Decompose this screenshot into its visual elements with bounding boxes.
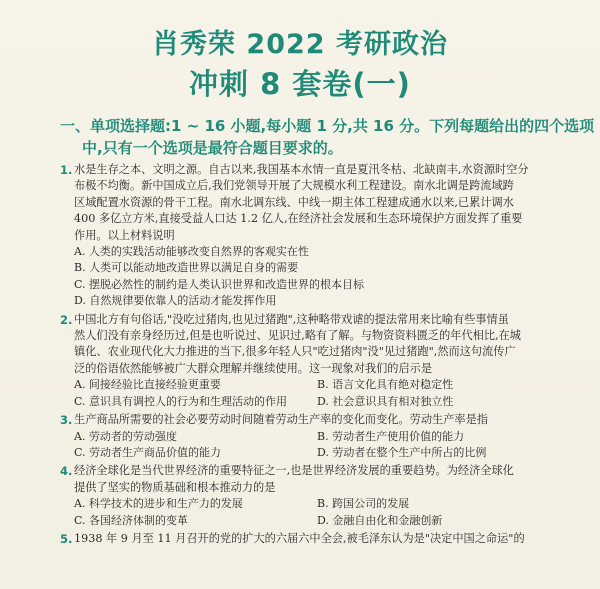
question-stem bbox=[74, 162, 575, 244]
option-a: A. 劳动者的劳动强度 bbox=[74, 429, 177, 443]
question-number: 5. bbox=[60, 531, 73, 546]
option-d: D. 社会意识具有相对独立性 bbox=[317, 394, 454, 408]
option-d: D. 金融自由化和金融创新 bbox=[317, 513, 443, 527]
stem-line: 1938 年 9 月至 11 月召开的党的扩大的六届六中全会,被毛泽东认为是"决定中国之命运"的 bbox=[74, 531, 525, 545]
question-number: 3. bbox=[60, 413, 73, 428]
paper-subtitle: 冲刺 8 套卷(一) bbox=[189, 67, 411, 101]
question-stem bbox=[74, 312, 575, 378]
stem-line: 中国北方有句俗话,"没吃过猪肉,也见过猪跑",这种略带戏谑的提法常用来比喻有些事情虽 bbox=[74, 312, 509, 326]
option-d: D. 劳动者在整个生产中所占的比例 bbox=[317, 445, 487, 459]
question-2 bbox=[60, 312, 575, 410]
stem-line: 经济全球化是当代世界经济的重要特征之一,也是世界经济发展的重要趋势。为经济全球化 bbox=[74, 464, 514, 478]
option-c: C. 劳动者生产商品价值的能力 bbox=[74, 445, 222, 459]
option-a: A. 科学技术的进步和生产力的发展 bbox=[74, 497, 243, 511]
option-c: C. 意识具有调控人的行为和生理活动的作用 bbox=[74, 394, 288, 408]
option-row bbox=[74, 445, 575, 461]
stem-line: 镇化、农业现代化大力推进的当下,很多年轻人只"吃过猪肉"没"见过猪跑",然而这句流传广 bbox=[74, 345, 516, 359]
stem-line: 作用。以上材料说明 bbox=[74, 228, 175, 242]
section-heading-line-2: 中,只有一个选项是最符合题目要求的。 bbox=[82, 139, 343, 157]
option-c: C. 摆脱必然性的制约是人类认识世界和改造世界的根本目标 bbox=[74, 277, 365, 291]
option-b: B. 跨国公司的发展 bbox=[317, 497, 410, 511]
option-row bbox=[74, 429, 575, 445]
option-row bbox=[74, 496, 575, 512]
section-heading bbox=[60, 115, 595, 159]
option-c: C. 各国经济体制的变革 bbox=[74, 513, 189, 527]
stem-line: 布极不均衡。新中国成立后,我们党领导开展了大规模水利工程建设。南水北调是跨流域跨 bbox=[74, 179, 514, 193]
option-b: B. 劳动者生产使用价值的能力 bbox=[317, 429, 465, 443]
question-3 bbox=[60, 412, 575, 461]
option-row bbox=[74, 377, 575, 393]
question-stem bbox=[74, 412, 575, 428]
stem-line: 水是生存之本、文明之源。自古以来,我国基本水情一直是夏汛冬枯、北缺南丰,水资源时空分 bbox=[74, 163, 529, 176]
option-d: D. 自然规律要依靠人的活动才能发挥作用 bbox=[74, 294, 277, 308]
question-number: 1. bbox=[60, 163, 73, 177]
question-4 bbox=[60, 463, 575, 529]
question-stem bbox=[74, 531, 575, 547]
option-a: A. 间接经验比直接经验更重要 bbox=[74, 378, 221, 392]
stem-line: 400 多亿立方米,直接受益人口达 1.2 亿人,在经济社会发展和生态环境保护方面发挥了重要 bbox=[74, 212, 523, 226]
question-number: 2. bbox=[60, 312, 73, 327]
question-1 bbox=[60, 162, 575, 310]
question-5 bbox=[60, 531, 575, 547]
option-a: A. 人类的实践活动能够改变自然界的客观实在性 bbox=[74, 245, 309, 259]
question-list bbox=[60, 162, 575, 547]
paper-title: 肖秀荣 2022 考研政治 bbox=[152, 29, 448, 60]
option-b: B. 语言文化具有绝对稳定性 bbox=[317, 378, 454, 392]
stem-line: 区域配置水资源的骨干工程。南水北调东线、中线一期主体工程建成通水以来,已累计调水 bbox=[74, 195, 514, 209]
question-number: 4. bbox=[60, 464, 73, 479]
option-b: B. 人类可以能动地改造世界以满足自身的需要 bbox=[74, 261, 299, 275]
question-stem bbox=[74, 463, 575, 496]
stem-line: 生产商品所需要的社会必要劳动时间随着劳动生产率的变化而变化。劳动生产率是指 bbox=[74, 413, 488, 427]
option-row bbox=[74, 513, 575, 529]
stem-line: 提供了坚实的物质基础和根本推动力的是 bbox=[74, 480, 276, 494]
stem-line: 然人们没有亲身经历过,但是也听说过、见识过,略有了解。与物资资料匮乏的年代相比,在城 bbox=[74, 329, 521, 343]
option-row bbox=[74, 394, 575, 410]
section-heading-line-1: 一、单项选择题:1 ~ 16 小题,每小题 1 分,共 16 分。下列每题给出的四个选项 bbox=[60, 117, 595, 135]
stem-line: 泛的俗语依然能够被广大群众理解并继续使用。这一现象对我们的启示是 bbox=[74, 361, 433, 375]
